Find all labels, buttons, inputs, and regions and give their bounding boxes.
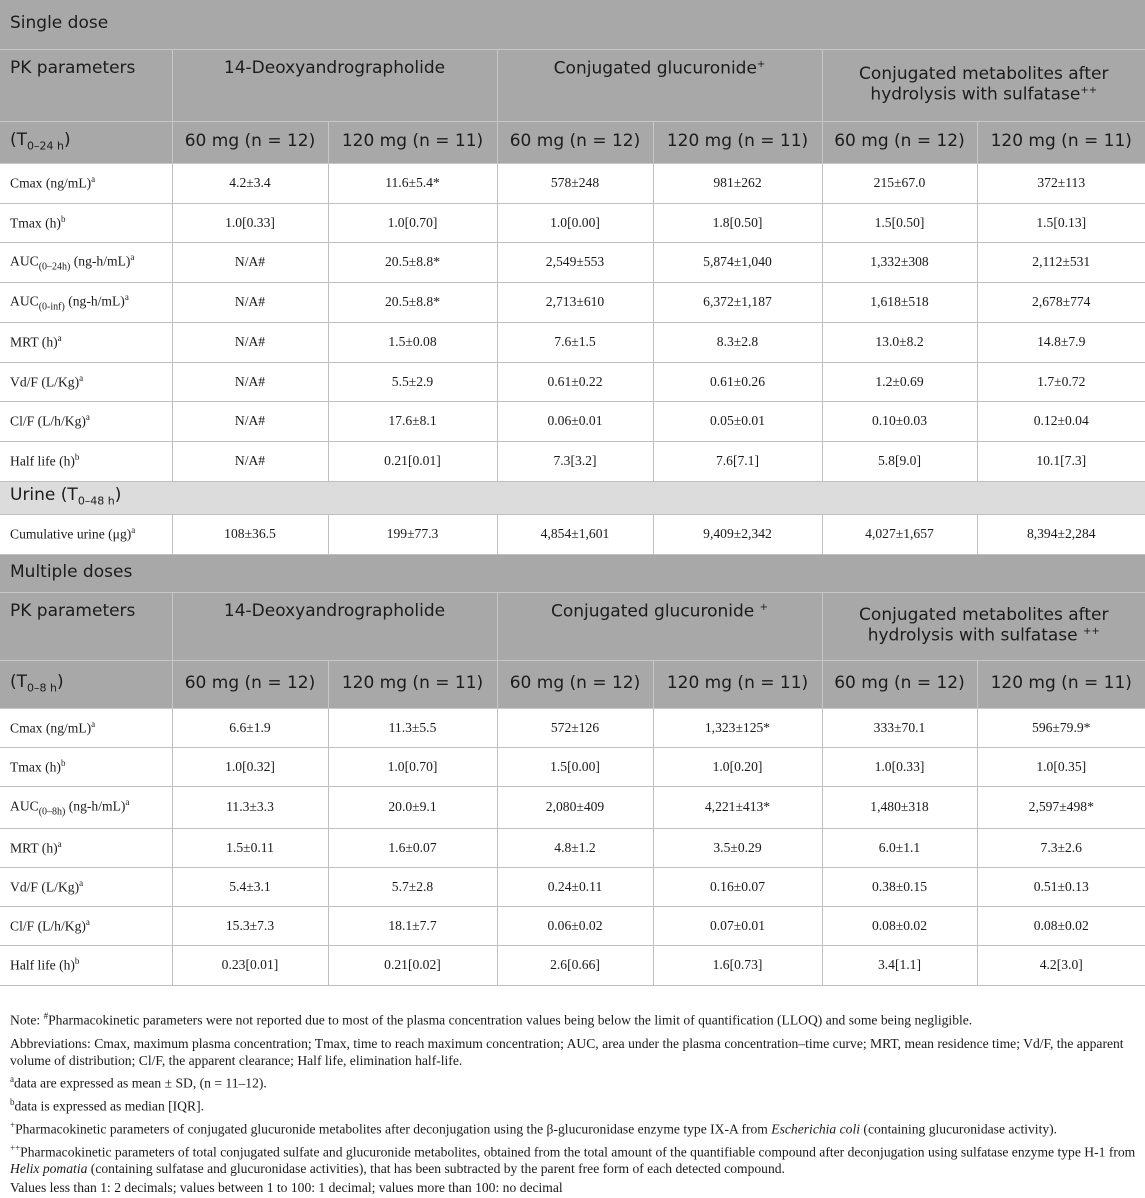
row-label: $AUC_{(0-inf)}$ $(ng-h/mL)^a$ (0, 282, 172, 322)
urine-value: 108±36.5 (172, 514, 328, 554)
single-glucuronide-header: Conjugated glucuronide+ (497, 49, 822, 121)
row-value: 0.16±0.07 (653, 867, 822, 906)
row-value: 1.8[0.50] (653, 203, 822, 242)
row-label: MRT $(h)^a$ (0, 322, 172, 362)
row-value: 1.5[0.13] (977, 203, 1145, 242)
row-value: 0.61±0.26 (653, 362, 822, 401)
row-label: MRT $(h)^a$ (0, 828, 172, 867)
single-dose-section-row (0, 0, 1145, 49)
row-label: Vd/F $(L/Kg)^a$ (0, 362, 172, 401)
multiple-dose-rows (0, 708, 1145, 985)
table-row (0, 906, 1145, 945)
row-value: 20.5±8.8* (328, 242, 497, 282)
row-value: N/A# (172, 242, 328, 282)
row-value: 215±67.0 (822, 163, 977, 203)
multiple-dose-60-gluc: 60 mg (n = 12) (497, 660, 653, 708)
row-label: Vd/F $(L/Kg)^a$ (0, 867, 172, 906)
table-row (0, 401, 1145, 441)
row-value: N/A# (172, 282, 328, 322)
row-value: N/A# (172, 441, 328, 481)
row-value: 0.51±0.13 (977, 867, 1145, 906)
table-row (0, 282, 1145, 322)
table-row (0, 362, 1145, 401)
single-time-range: $(T_{0-24 h})$ (0, 121, 172, 163)
row-value: 5.8[9.0] (822, 441, 977, 481)
row-value: N/A# (172, 401, 328, 441)
row-value: 10.1[7.3] (977, 441, 1145, 481)
urine-section-row (0, 481, 1145, 514)
row-label: $AUC_{(0-8h)}$ $(ng-h/mL)^a$ (0, 786, 172, 828)
row-value: 1.0[0.33] (172, 203, 328, 242)
table-footnotes (10, 1008, 1140, 1198)
single-dose-60-gluc: 60 mg (n = 12) (497, 121, 653, 163)
row-value: 2,713±610 (497, 282, 653, 322)
row-value: 1.2±0.69 (822, 362, 977, 401)
table-row (0, 828, 1145, 867)
single-dose-rows (0, 163, 1145, 481)
row-label: Cmax $(ng/mL)^a$ (0, 708, 172, 747)
row-value: 2,678±774 (977, 282, 1145, 322)
multiple-dose-120-sulf: 120 mg (n = 11) (977, 660, 1145, 708)
multiple-time-range: $(T_{0-8 h})$ (0, 660, 172, 708)
row-value: 1.5[0.00] (497, 747, 653, 786)
row-value: 2,549±553 (497, 242, 653, 282)
multiple-doses-title: Multiple doses (0, 554, 1145, 592)
row-value: 0.61±0.22 (497, 362, 653, 401)
row-value: N/A# (172, 322, 328, 362)
row-value: 4,221±413* (653, 786, 822, 828)
row-value: 1.0[0.35] (977, 747, 1145, 786)
row-value: 11.6±5.4* (328, 163, 497, 203)
row-value: 5.7±2.8 (328, 867, 497, 906)
row-value: 5,874±1,040 (653, 242, 822, 282)
single-dose-120-gluc: 120 mg (n = 11) (653, 121, 822, 163)
multiple-doses-section-row (0, 554, 1145, 592)
row-value: 1.0[0.20] (653, 747, 822, 786)
footnote-b: $^b$data is expressed as median [IQR]. (10, 1097, 204, 1114)
row-value: 1.6[0.73] (653, 945, 822, 985)
urine-label: Cumulative urine $(\mu g)^a$ (0, 514, 172, 554)
urine-data-row (0, 514, 1145, 554)
row-value: 4.2±3.4 (172, 163, 328, 203)
row-value: 15.3±7.3 (172, 906, 328, 945)
row-value: 5.5±2.9 (328, 362, 497, 401)
row-value: 11.3±5.5 (328, 708, 497, 747)
row-value: 0.12±0.04 (977, 401, 1145, 441)
row-value: 0.08±0.02 (977, 906, 1145, 945)
multiple-dose-120-gluc: 120 mg (n = 11) (653, 660, 822, 708)
single-pk-parameters-header: PK parameters (0, 49, 172, 121)
row-value: 1.5±0.08 (328, 322, 497, 362)
single-subheader-row (0, 121, 1145, 163)
row-value: 1.0[0.32] (172, 747, 328, 786)
row-label: Tmax $(h)^b$ (0, 203, 172, 242)
footnote-plusplus: ++Pharmacokinetic parameters of total conjugated sulfate and glucuronide metabolites, obtained from the total amount of the quantifiable compound after deconjugation using sulfatase enzyme type H-1 from Helix pomatia (containing sulfatase and glucuronidase activities), that has been subtracted by the parent free form of each detected compound. (10, 1143, 1136, 1177)
row-value: 18.1±7.7 (328, 906, 497, 945)
row-value: 5.4±3.1 (172, 867, 328, 906)
row-value: N/A# (172, 362, 328, 401)
single-dose-60-deoxy: 60 mg (n = 12) (172, 121, 328, 163)
row-value: 2,112±531 (977, 242, 1145, 282)
multiple-dose-60-sulf: 60 mg (n = 12) (822, 660, 977, 708)
row-value: 0.38±0.15 (822, 867, 977, 906)
multiple-pk-parameters-header: PK parameters (0, 592, 172, 660)
multiple-deoxy-header: 14-Deoxyandrographolide (172, 592, 497, 660)
footnote-abbreviations: Abbreviations: Cmax, maximum plasma concentration; Tmax, time to reach maximum concentration; AUC, area under the plasma concentration–time curve; MRT, mean residence time; Vd/F, the apparent volume of distribution; Cl/F, the apparent clearance; Half life, elimination half-life. (10, 1036, 1124, 1068)
row-value: 2,597±498* (977, 786, 1145, 828)
row-value: 0.07±0.01 (653, 906, 822, 945)
row-value: 2,080±409 (497, 786, 653, 828)
row-value: 1.6±0.07 (328, 828, 497, 867)
row-value: 1.0[0.00] (497, 203, 653, 242)
row-value: 3.4[1.1] (822, 945, 977, 985)
single-dose-title: Single dose (0, 0, 1145, 49)
row-value: 0.05±0.01 (653, 401, 822, 441)
row-value: 6.0±1.1 (822, 828, 977, 867)
urine-title: Urine $(T_{0-48 h})$ (0, 481, 1145, 514)
single-dose-60-sulf: 60 mg (n = 12) (822, 121, 977, 163)
row-label: Half life $(h)^b$ (0, 441, 172, 481)
table-row (0, 786, 1145, 828)
row-value: 6.6±1.9 (172, 708, 328, 747)
multiple-header-row (0, 592, 1145, 660)
row-value: 7.3±2.6 (977, 828, 1145, 867)
row-value: 572±126 (497, 708, 653, 747)
single-dose-120-sulf: 120 mg (n = 11) (977, 121, 1145, 163)
row-value: 0.10±0.03 (822, 401, 977, 441)
table-row (0, 945, 1145, 985)
row-value: 1,323±125* (653, 708, 822, 747)
row-label: Cmax $(ng/mL)^a$ (0, 163, 172, 203)
urine-value: 4,027±1,657 (822, 514, 977, 554)
row-value: 333±70.1 (822, 708, 977, 747)
row-value: 0.06±0.01 (497, 401, 653, 441)
row-value: 13.0±8.2 (822, 322, 977, 362)
multiple-sulfatase-header: Conjugated metabolites after hydrolysis with sulfatase ++ (822, 592, 1145, 660)
row-value: 7.6±1.5 (497, 322, 653, 362)
single-header-row (0, 49, 1145, 121)
single-sulfatase-header: Conjugated metabolites after hydrolysis with sulfatase++ (822, 49, 1145, 121)
row-value: 1.0[0.70] (328, 203, 497, 242)
multiple-dose-120-deoxy: 120 mg (n = 11) (328, 660, 497, 708)
urine-value: 8,394±2,284 (977, 514, 1145, 554)
row-value: 8.3±2.8 (653, 322, 822, 362)
urine-value: 9,409±2,342 (653, 514, 822, 554)
table-row (0, 747, 1145, 786)
row-value: 981±262 (653, 163, 822, 203)
row-value: 1.5[0.50] (822, 203, 977, 242)
table-row (0, 322, 1145, 362)
row-value: 0.23[0.01] (172, 945, 328, 985)
row-value: 2.6[0.66] (497, 945, 653, 985)
table-row (0, 242, 1145, 282)
row-value: 1.7±0.72 (977, 362, 1145, 401)
row-label: Cl/F $(L/h/Kg)^a$ (0, 401, 172, 441)
footnote-decimals: Values less than 1: 2 decimals; values between 1 to 100: 1 decimal; values more than 100: no decimal (10, 1179, 563, 1195)
multiple-subheader-row (0, 660, 1145, 708)
row-value: 20.0±9.1 (328, 786, 497, 828)
row-value: 1,618±518 (822, 282, 977, 322)
row-label: Cl/F $(L/h/Kg)^a$ (0, 906, 172, 945)
row-value: 4.2[3.0] (977, 945, 1145, 985)
row-value: 1.5±0.11 (172, 828, 328, 867)
row-value: 17.6±8.1 (328, 401, 497, 441)
row-value: 372±113 (977, 163, 1145, 203)
row-value: 1,332±308 (822, 242, 977, 282)
table-row (0, 203, 1145, 242)
row-value: 0.24±0.11 (497, 867, 653, 906)
multiple-glucuronide-header: Conjugated glucuronide + (497, 592, 822, 660)
row-value: 4.8±1.2 (497, 828, 653, 867)
row-label: Half life $(h)^b$ (0, 945, 172, 985)
footnote-a: $^a$data are expressed as mean ± SD, (n = 11–12). (10, 1074, 267, 1091)
row-value: 7.3[3.2] (497, 441, 653, 481)
row-value: 0.08±0.02 (822, 906, 977, 945)
row-label: $AUC_{(0-24h)}$ $(ng-h/mL)^a$ (0, 242, 172, 282)
row-value: 1,480±318 (822, 786, 977, 828)
row-value: 6,372±1,187 (653, 282, 822, 322)
multiple-dose-60-deoxy: 60 mg (n = 12) (172, 660, 328, 708)
row-value: 20.5±8.8* (328, 282, 497, 322)
urine-value: 199±77.3 (328, 514, 497, 554)
row-value: 0.21[0.02] (328, 945, 497, 985)
table-row (0, 163, 1145, 203)
table-row (0, 708, 1145, 747)
table-row (0, 867, 1145, 906)
urine-value: 4,854±1,601 (497, 514, 653, 554)
single-dose-120-deoxy: 120 mg (n = 11) (328, 121, 497, 163)
table-row (0, 441, 1145, 481)
row-value: 578±248 (497, 163, 653, 203)
row-label: Tmax $(h)^b$ (0, 747, 172, 786)
row-value: 0.21[0.01] (328, 441, 497, 481)
row-value: 7.6[7.1] (653, 441, 822, 481)
row-value: 0.06±0.02 (497, 906, 653, 945)
row-value: 11.3±3.3 (172, 786, 328, 828)
row-value: 1.0[0.70] (328, 747, 497, 786)
footnote-hash: Note: #Pharmacokinetic parameters were not reported due to most of the plasma concentration values being below the limit of quantification (LLOQ) and some being negligible. (10, 1011, 973, 1028)
single-deoxy-header: 14-Deoxyandrographolide (172, 49, 497, 121)
footnote-plus: +Pharmacokinetic parameters of conjugated glucuronide metabolites after deconjugation using the β-glucuronidase enzyme type IX-A from Escherichia coli (containing glucuronidase activity). (10, 1120, 1058, 1137)
row-value: 3.5±0.29 (653, 828, 822, 867)
row-value: 596±79.9* (977, 708, 1145, 747)
row-value: 1.0[0.33] (822, 747, 977, 786)
row-value: 14.8±7.9 (977, 322, 1145, 362)
